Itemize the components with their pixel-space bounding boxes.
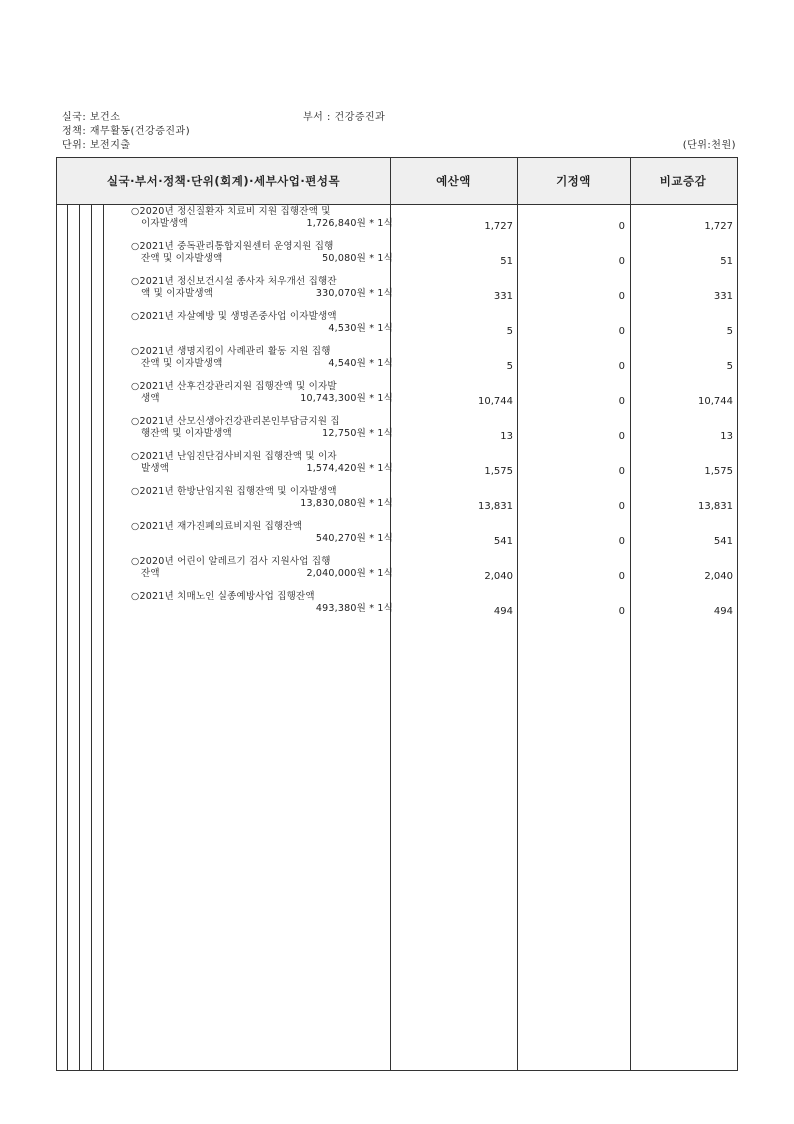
dept-label: 실국: 보건소 [62,112,121,123]
difference-value: 13 [720,431,733,442]
previous-value: 0 [618,501,625,512]
table-row [57,451,737,486]
budget-value: 13,831 [478,501,513,512]
header-category: 실국·부서·정책·단위(회계)·세부사업·편성목 [106,174,341,188]
table-row [57,521,737,556]
item-description: ○2021년 산후건강관리지원 집행잔액 및 이자발 생액 10,743,300원 * 1식 [131,381,393,404]
previous-value: 0 [618,291,625,302]
budget-value: 541 [493,536,513,547]
difference-value: 541 [713,536,733,547]
item-description: ○2021년 자살예방 및 생명존중사업 이자발생액 4,530원 * 1식 [131,311,393,334]
difference-value: 494 [713,606,733,617]
budget-value: 2,040 [484,571,513,582]
difference-value: 331 [713,291,733,302]
budget-value: 5 [506,361,513,372]
table-row [57,381,737,416]
table-row [57,591,737,626]
previous-value: 0 [618,361,625,372]
table-row [57,346,737,381]
budget-value: 51 [500,256,513,267]
budget-value: 331 [493,291,513,302]
difference-value: 51 [720,256,733,267]
previous-value: 0 [618,571,625,582]
difference-value: 10,744 [698,396,733,407]
previous-value: 0 [618,326,625,337]
table-row [57,241,737,276]
budget-value: 13 [500,431,513,442]
item-description: ○2020년 정신질환자 치료비 지원 집행잔액 및 이자발생액 1,726,840원 * 1식 [131,206,393,229]
header-budget: 예산액 [436,174,471,188]
item-description: ○2021년 치매노인 실종예방사업 집행잔액 493,380원 * 1식 [131,591,393,614]
budget-value: 494 [493,606,513,617]
table-row [57,416,737,451]
previous-value: 0 [618,431,625,442]
header-previous: 기정액 [556,174,591,188]
table-row [57,276,737,311]
previous-value: 0 [618,256,625,267]
currency-unit-label: (단위:천원) [682,140,736,151]
budget-value: 1,727 [484,221,513,232]
difference-value: 1,727 [704,221,733,232]
item-description: ○2021년 중독관리통합지원센터 운영지원 집행 잔액 및 이자발생액 50,080원 * 1식 [131,241,393,264]
previous-value: 0 [618,536,625,547]
item-description: ○2021년 정신보건시설 종사자 처우개선 집행잔 액 및 이자발생액 330,070원 * 1식 [131,276,393,299]
unit-label: 단위: 보전지출 [62,140,131,151]
budget-value: 5 [506,326,513,337]
previous-value: 0 [618,606,625,617]
difference-value: 5 [726,361,733,372]
previous-value: 0 [618,396,625,407]
item-description: ○2021년 산모신생아건강관리본인부담금지원 집 행잔액 및 이자발생액 12,750원 * 1식 [131,416,393,439]
item-description: ○2021년 난임진단검사비지원 집행잔액 및 이자 발생액 1,574,420원 * 1식 [131,451,393,474]
budget-table [56,157,738,1071]
table-row [57,311,737,346]
difference-value: 5 [726,326,733,337]
table-row [57,206,737,241]
table-header [57,158,737,205]
table-row [57,486,737,521]
budget-value: 1,575 [484,466,513,477]
difference-value: 13,831 [698,501,733,512]
item-description: ○2020년 어린이 알레르기 검사 지원사업 집행 잔액 2,040,000원 * 1식 [131,556,393,579]
header-difference: 비교증감 [659,174,707,188]
item-description: ○2021년 생명지킴이 사례관리 활동 지원 집행 잔액 및 이자발생액 4,540원 * 1식 [131,346,393,369]
previous-value: 0 [618,466,625,477]
previous-value: 0 [618,221,625,232]
bureau-label: 부서 : 건강증진과 [303,112,386,123]
difference-value: 2,040 [704,571,733,582]
budget-value: 10,744 [478,396,513,407]
item-description: ○2021년 한방난임지원 집행잔액 및 이자발생액 13,830,080원 * 1식 [131,486,393,509]
policy-label: 정책: 재무활동(건강증진과) [62,126,191,137]
difference-value: 1,575 [704,466,733,477]
item-description: ○2021년 재가진폐의료비지원 집행잔액 540,270원 * 1식 [131,521,393,544]
table-row [57,556,737,591]
